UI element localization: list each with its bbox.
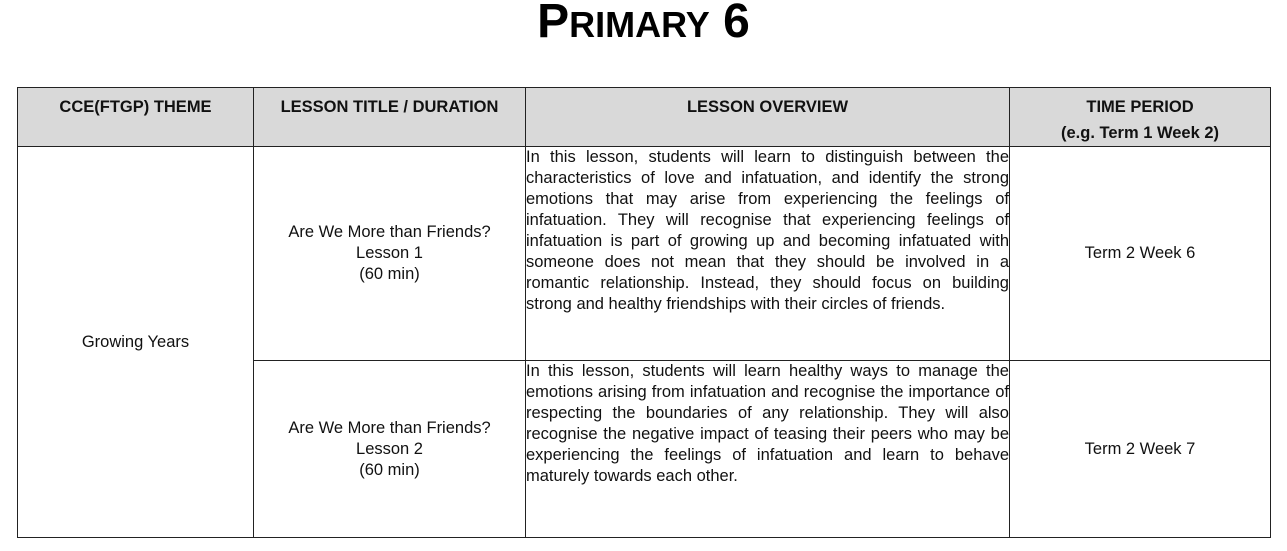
header-lesson-title: LESSON TITLE / DURATION (254, 88, 526, 147)
page-title-rest: RIMARY (569, 4, 710, 45)
lesson-name: Are We More than Friends? (288, 418, 491, 437)
lesson-schedule-table (17, 87, 1271, 538)
lesson-overview-cell: In this lesson, students will learn healthy ways to manage the emotions arising from infatuation and recognise the importance of respecting the boundaries of any relationship. They will also recognise the negative impact of teasing their peers who may be experiencing the feelings of infatuation and learn to behave maturely towards each other. (526, 361, 1010, 538)
lesson-duration: (60 min) (359, 460, 420, 479)
time-period-cell: Term 2 Week 6 (1010, 147, 1271, 361)
page-title (0, 0, 1287, 47)
table-row (18, 147, 1271, 361)
lesson-title-cell (254, 147, 526, 361)
header-theme: CCE(FTGP) THEME (18, 88, 254, 147)
header-time-period-line1: TIME PERIOD (1086, 98, 1194, 116)
lesson-name: Are We More than Friends? (288, 223, 491, 241)
header-time-period-line2: (e.g. Term 1 Week 2) (1060, 124, 1220, 142)
header-time-period (1010, 88, 1271, 147)
page-title-number: 6 (723, 0, 750, 48)
table-header (18, 88, 1271, 147)
time-period-cell: Term 2 Week 7 (1010, 361, 1271, 538)
lesson-duration: (60 min) (359, 265, 420, 283)
header-row (18, 88, 1271, 147)
page-title-initial: P (537, 0, 570, 48)
lesson-number: Lesson 1 (356, 244, 423, 262)
theme-cell: Growing Years (18, 147, 254, 538)
lesson-title-cell (254, 361, 526, 538)
lesson-number: Lesson 2 (356, 439, 423, 458)
header-overview: LESSON OVERVIEW (526, 88, 1010, 147)
lesson-overview-cell: In this lesson, students will learn to distinguish between the characteristics of love and infatuation, and identify the strong emotions that may arise from experiencing the feelings of infatuation. They will recognise that experiencing feelings of infatuation is part of growing up and becoming infatuated with someone does not mean that they should be involved in a romantic relationship. Instead, they should focus on building strong and healthy friendships with their circles of friends. (526, 147, 1010, 361)
